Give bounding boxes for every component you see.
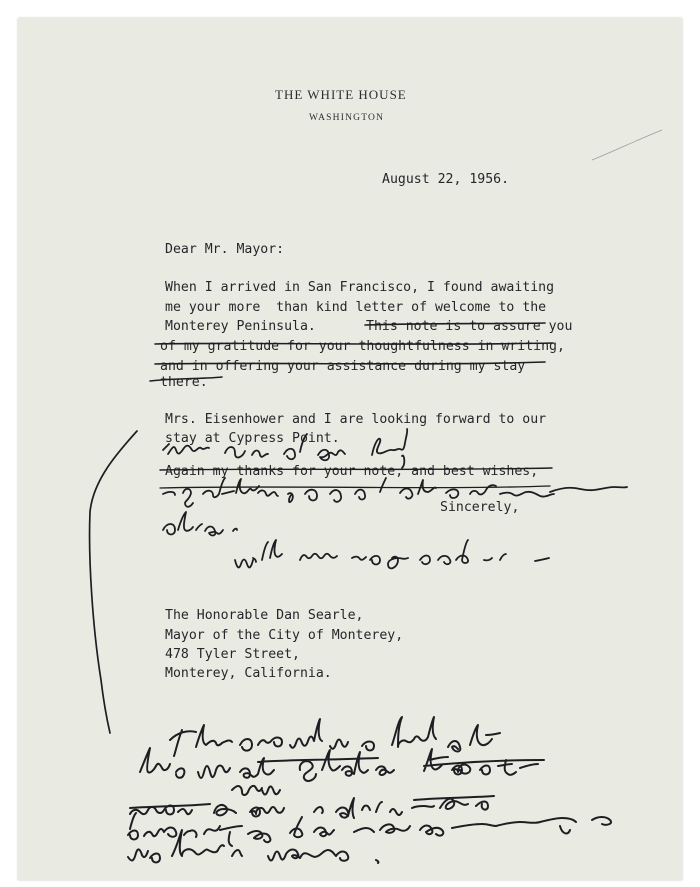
paragraph1-line1: When I arrived in San Francisco, I found awaiting: [165, 280, 555, 295]
paragraph1-line2: me your more than kind letter of welcome to the: [165, 300, 547, 315]
margin-bracket: [90, 431, 137, 733]
paragraph1-struck-line3: This note is to assure you: [366, 319, 573, 334]
paragraph1-struck-line4: of my gratitude for your thoughtfulness in writing,: [160, 339, 565, 354]
address-line4: Monterey, California.: [165, 666, 332, 681]
struck-closing-line: Again my thanks for your note, and best wishes,: [165, 464, 539, 479]
page-crease-mark: [592, 130, 662, 160]
letterhead-title: THE WHITE HOUSE: [275, 87, 407, 102]
paragraph1-line3: Monterey Peninsula.: [165, 319, 316, 334]
address-line1: The Honorable Dan Searle,: [165, 608, 364, 623]
handwritten-insert: [163, 429, 627, 568]
letterhead-subtitle: WASHINGTON: [309, 113, 385, 123]
paragraph2-line2: stay at Cypress Point.: [165, 431, 340, 446]
paragraph2-line1: Mrs. Eisenhower and I are looking forward to our: [165, 412, 547, 427]
address-line3: 478 Tyler Street,: [165, 647, 300, 662]
address-line2: Mayor of the City of Monterey,: [165, 628, 404, 643]
paragraph1-struck-line5: and in offering your assistance during my stay: [160, 359, 526, 374]
handwritten-postscript: [128, 717, 611, 863]
salutation: Dear Mr. Mayor:: [165, 242, 285, 257]
letter-date: August 22, 1956.: [382, 172, 510, 187]
struck-sincerely: Sincerely,: [440, 500, 520, 515]
paragraph1-struck-line6: there.: [160, 375, 208, 390]
strikethrough-marks: [150, 323, 553, 488]
